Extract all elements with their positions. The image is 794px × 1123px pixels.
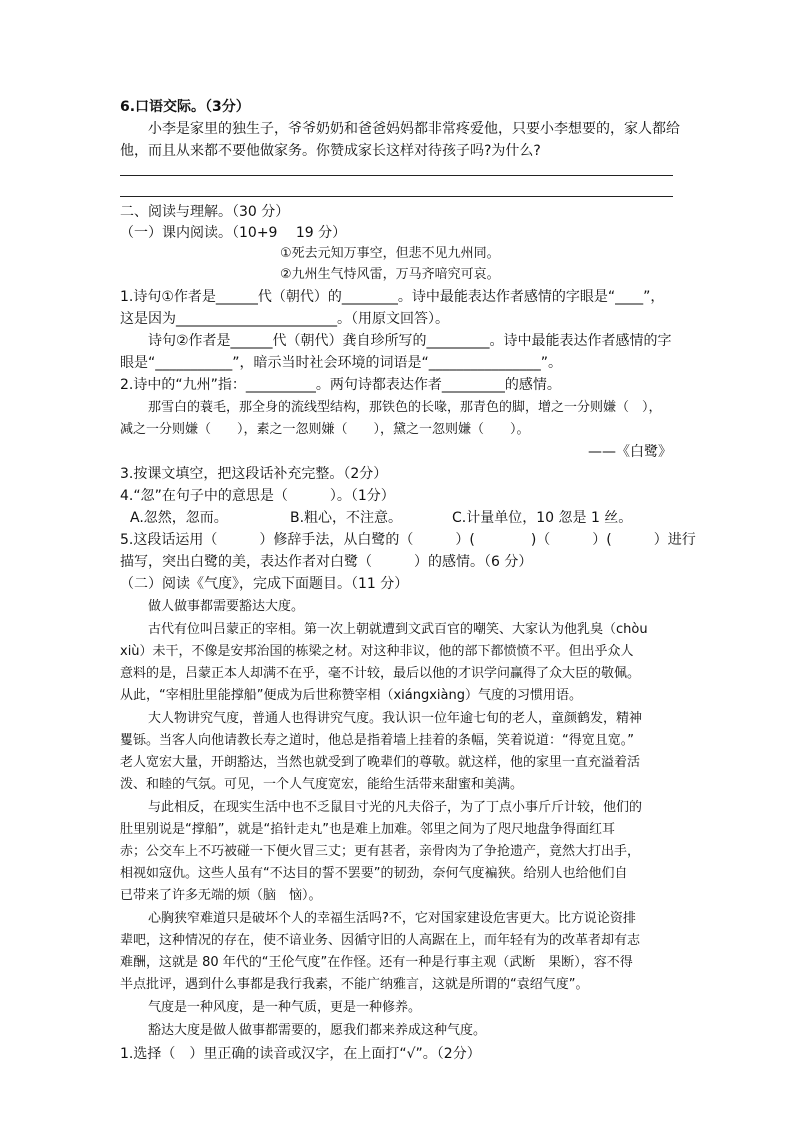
article-line: 半点批评，遇到什么事都是我行我素，不能广纳雅言，这就是所谓的“袁绍气度”。 — [120, 977, 589, 992]
q4-option-b: B.粗心，不注意。 — [290, 510, 403, 526]
article-line: 相视如寇仇。这些人虽有“不达目的誓不罢要”的韧劲，奈何气度褊狭。给别人也给他们自 — [120, 866, 628, 881]
article-line: 古代有位叫吕蒙正的宰相。第一次上朝就遭到文武百官的嘲笑、大家认为他乳臭（chòu — [148, 622, 648, 637]
q1-line-a: 1.诗句①作者是______代（朝代）的________。诗中最能表达作者感情的字眼是“____”， — [120, 289, 665, 305]
article-line: 豁达大度是做人做事都需要的，愿我们都来养成这种气度。 — [148, 1023, 487, 1038]
q1-choose-line: 1.选择（ ）里正确的读音或汉字，在上面打“√”。（2分） — [120, 1046, 481, 1062]
answer-line-2 — [120, 196, 673, 197]
article-line: 肚里别说是“撑船”，就是“掐针走丸”也是难上加难。邻里之间为了咫尺地盘争得面红耳 — [120, 822, 615, 837]
egret-passage-line2: 减之一分则嫌（ ），素之一忽则嫌（ ），黛之一忽则嫌（ ）。 — [120, 422, 530, 437]
poem-line-2: ②九州生气恃风雷，万马齐喑究可哀。 — [280, 267, 500, 282]
q6-paragraph-line1: 小李是家里的独生子，爷爷奶奶和爸爸妈妈都非常疼爱他，只要小李想要的，家人都给 — [148, 121, 680, 137]
article-line: 与此相反，在现实生活中也不乏鼠目寸光的凡夫俗子，为了丁点小事斤斤计较，他们的 — [148, 800, 643, 815]
q1-line-c: 诗句②作者是______代（朝代）龚自珍所写的_________。诗中最能表达作者感情的字 — [148, 333, 672, 349]
article-line: 赤；公交车上不巧被碰一下便火冒三丈；更有甚者，亲骨肉为了争抢遗产，竟然大打出手， — [120, 844, 641, 859]
article-line: 难酬，这就是 80 年代的“王伦气度”在作怪。还有一种是行事主观（武断 果断），容不得 — [120, 955, 633, 970]
section2-title: 二、阅读与理解。（30 分） — [120, 204, 290, 220]
q6-title: 6.口语交际。（3分） — [120, 99, 250, 115]
article-line: xiù）未干，不像是安邦治国的栋梁之材。对这种非议，他的部下都愤愤不平。但出乎众人 — [120, 644, 634, 659]
article-line: 已带来了许多无端的烦（脑 恼）。 — [120, 888, 322, 903]
q2-line: 2.诗中的“九州”指：__________。两句诗都表达作者_________的感情。 — [120, 377, 561, 393]
article-line: 做人做事都需要豁达大度。 — [148, 599, 305, 614]
article-line: 辈吧，这种情况的存在，使不谙业务、因循守旧的人高踞在上，而年轻有为的改革者却有志 — [120, 933, 641, 948]
q4-line: 4.“忽”在句子中的意思是（ ）。（1分） — [120, 488, 395, 504]
egret-source: ——《白鹭》 — [588, 444, 672, 460]
egret-passage-line1: 那雪白的蓑毛，那全身的流线型结构，那铁色的长喙，那青色的脚，增之一分则嫌（ ）， — [148, 400, 662, 415]
article-line: 大人物讲究气度，普通人也得讲究气度。我认识一位年逾七旬的老人，童颜鹤发，精神 — [148, 711, 643, 726]
article-line: 气度是一种风度，是一种气质，更是一种修养。 — [148, 1000, 422, 1015]
article-line: 从此，“宰相肚里能撑船”便成为后世称赞宰相（xiángxiàng）气度的习惯用语。 — [120, 688, 582, 703]
article-line: 意料的是，吕蒙正本人却满不在乎，毫不计较，最后以他的才识学问赢得了众大臣的敬佩。 — [120, 666, 641, 681]
article-line: 泼、和睦的气氛。可见，一个人气度宽宏，能给生活带来甜蜜和美满。 — [120, 777, 524, 792]
poem-line-1: ①死去元知万事空，但悲不见九州同。 — [280, 246, 500, 261]
article-line: 老人宽宏大量，开朗豁达，当然也就受到了晚辈们的尊敬。就这样，他的家里一直充溢着活 — [120, 755, 641, 770]
q1-line-b: 这是因为_______________________。（用原文回答）。 — [120, 311, 449, 327]
answer-line-1 — [120, 175, 673, 176]
q5-line-b: 描写，突出白鹭的美，表达作者对白鹭（ ）的感情。（6 分） — [120, 554, 533, 570]
article-line: 心胸狭窄难道只是破坏个人的幸福生活吗?不，它对国家建设危害更大。比方说论资排 — [148, 911, 636, 926]
q1-line-d: 眼是“___________”，暗示当时社会环境的词语是“________________”。 — [120, 355, 563, 371]
q6-paragraph-line2: 他，而且从来都不要他做家务。你赞成家长这样对待孩子吗?为什么? — [120, 143, 541, 159]
section2-sub1: （一）课内阅读。（10+9 19 分） — [120, 225, 347, 241]
q4-option-c: C.计量单位，10 忽是 1 丝。 — [452, 510, 633, 526]
section2-sub2: （二）阅读《气度》，完成下面题目。（11 分） — [120, 576, 409, 592]
article-line: 矍铄。当客人向他请教长寿之道时，他总是指着墙上挂着的条幅，笑着说道：“得宽且宽。” — [120, 733, 634, 748]
q5-line-a: 5.这段话运用（ ）修辞手法，从白鹭的（ ）( )（ ）( ）进行 — [120, 532, 696, 548]
q4-option-a: A.忽然，忽而。 — [130, 510, 228, 526]
q3-line: 3.按课文填空，把这段话补充完整。（2分） — [120, 466, 388, 482]
